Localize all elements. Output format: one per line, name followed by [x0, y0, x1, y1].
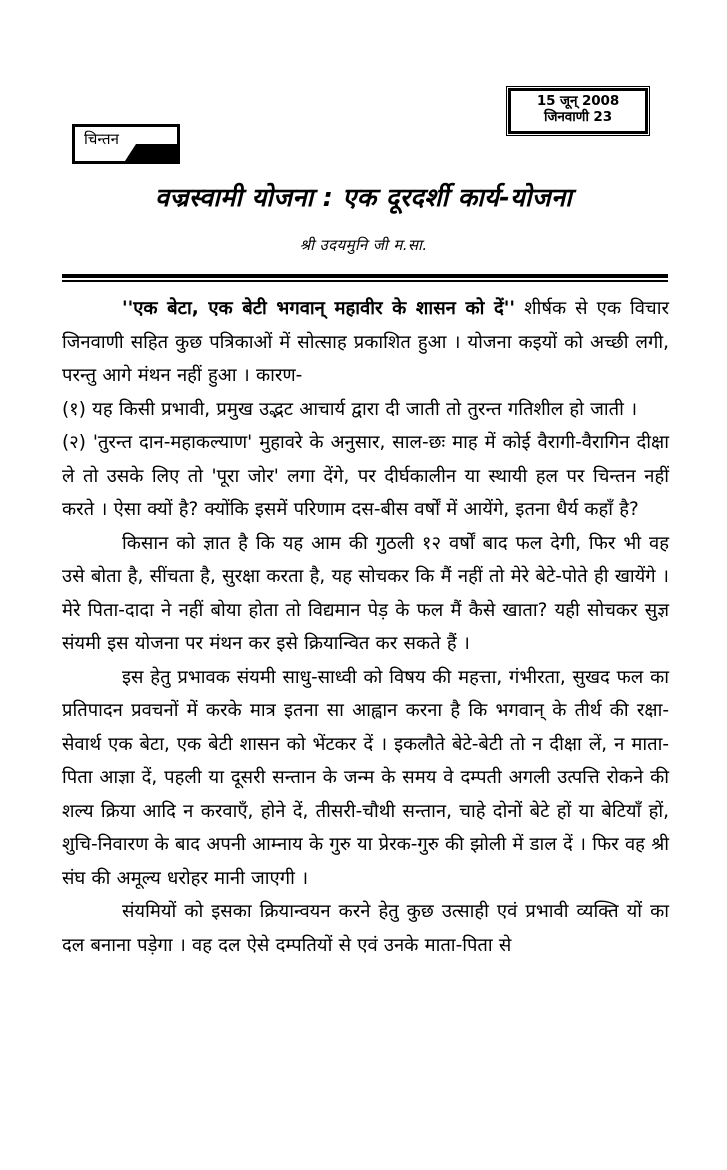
- running-head-box: [508, 88, 648, 134]
- article-byline: श्री उदयमुनि जी म.सा.: [299, 236, 428, 254]
- divider-rule-thin: [62, 280, 668, 282]
- paragraph-5: इस हेतु प्रभावक संयमी साधु-साध्वी को विषय की महत्ता, गंभीरता, सुखद फल का प्रतिपादन प्रवचनों में करके मात्र इतना सा आह्वान करना है कि भगवान् के तीर्थ की रक्षा-सेवार्थ एक बेटा, एक बेटी शासन को भेंटकर दें । इकलौते बेटे-बेटी तो न दीक्षा लें, न माता-पिता आज्ञा दें, पहली या दूसरी सन्तान के जन्म के समय वे दम्पती अगली उत्पत्ति रोकने की शल्य क्रिया आदि न करवाएँ, होने दें, तीसरी-चौथी सन्तान, चाहे दोनों बेटे हों या बेटियाँ हों, शुचि-निवारण के बाद अपनी आम्नाय के गुरु या प्रेरक-गुरु की झोली में डाल दें । फिर वह श्री संघ की अमूल्य धरोहर मानी जाएगी ।: [62, 666, 669, 889]
- section-tag-label: चिन्तन: [84, 130, 119, 148]
- paragraph-6: संयमियों को इसका क्रियान्वयन करने हेतु कुछ उत्साही एवं प्रभावी व्यक्ति यों का दल बनाना पड़ेगा । वह दल ऐसे दम्पतियों से एवं उनके माता-पिता से: [62, 901, 669, 956]
- divider-double-rule: [62, 274, 668, 282]
- article-title: वज्रस्वामी योजना : एक दूरदर्शी कार्य-योजना: [154, 183, 573, 213]
- paragraph-1-quoted-heading: ''एक बेटा, एक बेटी भगवान् महावीर के शासन को दें'': [122, 298, 516, 319]
- paragraph-3: (२) 'तुरन्त दान-महाकल्याण' मुहावरे के अनुसार, साल-छः माह में कोई वैरागी-वैरागिन दीक्षा ले तो उसके लिए तो 'पूरा जोर' लगा देंगे, पर दीर्घकालीन या स्थायी हल पर चिन्तन नहीं करते । ऐसा क्यों है? क्योंकि इसमें परिणाम दस-बीस वर्षों में आयेंगे, इतना धैर्य कहाँ है?: [62, 432, 669, 520]
- running-head-date: 15 जून् 2008: [536, 93, 620, 109]
- paragraph-1-text: शीर्षक से एक विचार जिनवाणी सहित कुछ पत्रिकाओं में सोत्साह प्रकाशित हुआ । योजना कइयों को अच्छी लगी, परन्तु आगे मंथन नहीं हुआ । कारण-: [62, 298, 669, 386]
- paragraph-2: (१) यह किसी प्रभावी, प्रमुख उद्भट आचार्य द्वारा दी जाती तो तुरन्त गतिशील हो जाती ।: [62, 398, 638, 420]
- paragraph-1: [62, 292, 669, 393]
- article-body: [62, 292, 669, 962]
- section-tag-box: [72, 124, 180, 164]
- paragraph-4: किसान को ज्ञात है कि यह आम की गुठली १२ वर्षों बाद फल देगी, फिर भी वह उसे बोता है, सींचता है, सुरक्षा करता है, यह सोचकर कि मैं नहीं तो मेरे बेटे-पोते ही खायेंगे । मेरे पिता-दादा ने नहीं बोया होता तो विद्यमान पेड़ के फल मैं कैसे खाता? यही सोचकर सुज्ञ संयमी इस योजना पर मंथन कर इसे क्रियान्वित कर सकते हैं ।: [62, 532, 669, 654]
- running-head-publication: जिनवाणी 23: [543, 108, 613, 125]
- corner-wedge-decoration: [125, 144, 177, 161]
